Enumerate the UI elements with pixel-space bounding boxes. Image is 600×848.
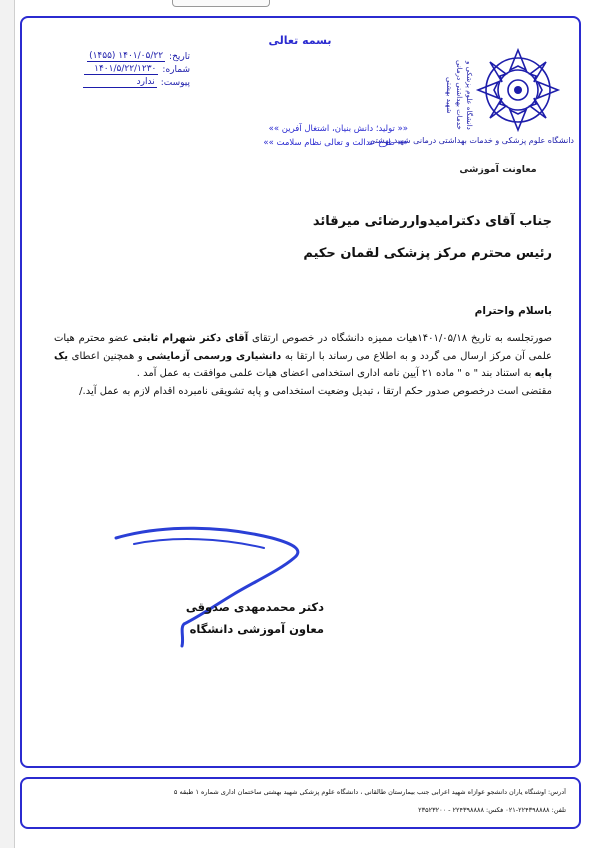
body-text: و همچنین اعطای <box>68 350 147 362</box>
date-row <box>40 50 190 63</box>
grade-count: یک پایه <box>54 350 552 379</box>
body-text: به استناد بند " ه " ماده ۲۱ آیین نامه اداری استخدامی اعضای هیات علمی موافقت به عمل آمد . <box>136 368 535 379</box>
footer-frame <box>20 777 581 829</box>
letter-meta <box>40 50 190 89</box>
signer-title: معاون آموزشی دانشگاه <box>189 622 324 636</box>
department-name: معاونت آموزشی <box>459 164 537 175</box>
attachment-row <box>40 76 190 89</box>
faculty-name: آقای دکتر شهرام ثابتی <box>132 333 249 344</box>
number-row <box>40 63 190 76</box>
university-name-vertical: دانشگاه علوم پزشکی و خدمات بهداشتی درمانی شهید بهشتی <box>445 60 473 130</box>
attachment-label: پیوست: <box>160 77 190 88</box>
number-value: ۱۴۰۱/۵/۲۲/۱۲۳۰ <box>84 64 158 75</box>
handwritten-signature <box>104 520 324 660</box>
date-value: ۱۴۰۱/۰۵/۲۲ (۱۴۵۵) <box>89 51 164 61</box>
slogan-line-1: «« تولید؛ دانش بنیان، اشتغال آفرین »» <box>268 124 408 134</box>
academic-rank: دانشیاری ورسمی آزمایشی <box>146 350 282 362</box>
addressee-name: جناب آقای دکترامیدواررضائی میرقائد <box>312 214 552 229</box>
greeting: باسلام واحترام <box>474 305 552 317</box>
viewer-margin <box>0 0 15 848</box>
footer-phone: تلفن: ۲۲۴۳۹۸۸۸۸-۰۲۱ فکس: ۲۲۴۳۹۸۸۸۸ - ۲۳۵۲۳۲۰۰ <box>418 806 566 814</box>
letter-body <box>54 330 552 400</box>
bismillah: بسمه تعالی <box>268 34 332 47</box>
body-text: صورتجلسه به تاریخ ۱۴۰۱/۰۵/۱۸هیات ممیزه دانشگاه در خصوص ارتقای <box>248 333 553 344</box>
body-text: عضو محترم هیات علمی آن مرکز ارسال می گردد و به اطلاع می رساند با ارتقا به <box>54 333 552 362</box>
university-name: دانشگاه علوم پزشکی و خدمات بهداشتی درمانی شهید بهشتی <box>368 136 574 145</box>
signer-name: دکتر محمدمهدی صدوقی <box>185 600 324 614</box>
slogan-line-2: «« طرح عدالت و تعالی نظام سلامت »» <box>263 138 408 148</box>
attachment-value: ندارد <box>83 77 157 88</box>
body-paragraph-2: مقتضی است درخصوص صدور حکم ارتقا ، تبدیل وضعیت استخدامی و پایه تشویقی نامبرده اقدام لازم به عمل آید./ <box>79 385 552 397</box>
flower-emblem-icon <box>472 44 564 136</box>
number-label: شماره: <box>162 64 190 75</box>
addressee-title: رئیس محترم مرکز پزشکی لقمان حکیم <box>303 246 552 261</box>
viewer-tab[interactable] <box>172 0 270 7</box>
university-logo <box>368 40 580 150</box>
date-label: تاریخ: <box>169 51 190 62</box>
footer-address: آدرس: اوشنگاه یاران دانشجو عوازاه شهید اعرابی جنب بیمارستان طالقانی ، دانشگاه علوم پزشکی شهید بهشتی ساختمان اداری شماره ۱ طبقه ۵ <box>173 788 566 796</box>
body-paragraph-1 <box>54 330 552 383</box>
